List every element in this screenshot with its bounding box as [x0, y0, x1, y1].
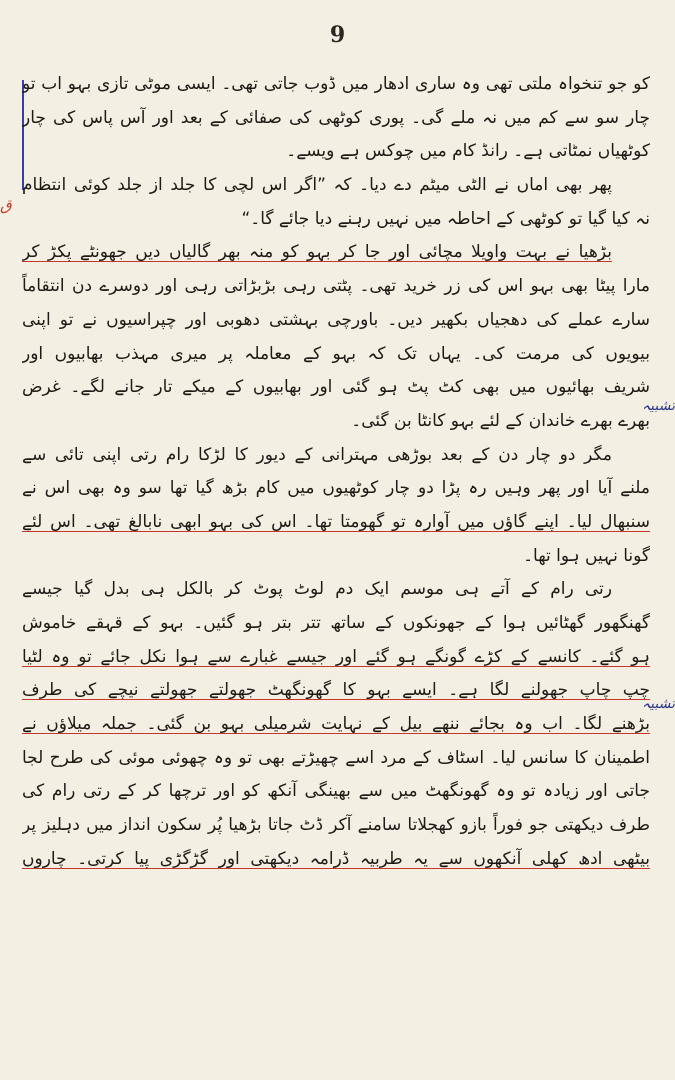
text-line: بیویوں کی مرمت کی۔ یہاں تک کہ بہو کے معاملہ پر میری مہذب بھابیوں اور: [22, 343, 650, 364]
text-line: بھرے بھرے خاندان کے لئے بہو کانٹا بن گئی۔: [351, 410, 650, 431]
text-line: بیٹھی ادھ کھلی آنکھوں سے یہ طربیہ ڈرامہ دیکھتی اور گڑگڑی پیا کرتی۔ چاروں: [22, 848, 650, 869]
text-line: چپ چاپ جھولنے لگا ہے۔ ایسے بہو کا گھونگھٹ جھولتے جھولتے نیچے کی طرف: [22, 680, 650, 701]
page-body-text: [22, 68, 650, 877]
text-line: سارے عملے کی دھجیاں بکھیر دیں۔ باورچی بہشتی دھوبی اور چپراسیوں نے تو اپنی: [22, 309, 650, 330]
text-line: مارا پیٹا بھی بہو اس کی زر خرید تھی۔ پٹتی رہی بڑبڑاتی رہی اور دوسرے دن انتقاماً: [22, 276, 650, 297]
text-line: بڑھیا نے بہت واویلا مچائی اور جا کر بہو کو منہ بھر گالیاں دیں جھونٹے پکڑ کر: [22, 242, 612, 263]
text-line: مگر دو چار دن کے بعد بوڑھی مہترانی کے دیور کا لڑکا رام رتی اپنی تائی سے: [22, 444, 612, 465]
text-line: ملنے آیا اور پھر وہیں رہ پڑا دو چار کوٹھیوں میں کام بڑھ گیا تھا سو وہ بھی اس نے: [22, 478, 650, 499]
text-line: ہو گئے۔ کانسے کے کڑے گونگے ہو گئے اور جیسے غبارے سے ہوا نکل جائے تو وہ لٹیا: [22, 646, 650, 667]
text-line: جاتی اور زیادہ تو وہ گھونگھٹ میں سے بھینگی آنکھ کو اور ترچھا کر کے رتی رام کی: [22, 781, 650, 802]
text-line: طرف دیکھتی جو فوراً بازو کھجلاتا سامنے آکر ڈٹ جاتا بڑھیا پُر سکون انداز میں دہلیز پر: [22, 815, 650, 836]
text-line: کو جو تنخواہ ملتی تھی وہ ساری ادھار میں ڈوب جاتی تھی۔ ایسی موٹی تازی بہو اب تو: [22, 74, 650, 94]
text-line: رتی رام کے آتے ہی موسم ایک دم لوٹ پوٹ کر بالکل ہی بدل گیا جیسے: [22, 579, 612, 600]
margin-note-simile-1: تشبیہ: [641, 398, 675, 414]
text-line: گھنگھور گھٹائیں ہوا کے جھونکوں کے ساتھ تتر بتر ہو گئیں۔ بہو کے قہقے خاموش: [22, 613, 650, 633]
text-line: چار سو سے کم میں نہ ملے گی۔ پوری کوٹھی کی صفائی کے بعد اور آس پاس کی چار: [22, 107, 650, 128]
text-line: بڑھنے لگا۔ اب وہ بجائے ننھے بیل کے نہایت شرمیلی بہو بن گئی۔ جملہ میلاؤں نے: [22, 714, 650, 735]
margin-note-red: ق: [0, 196, 12, 214]
margin-note-simile-2: تشبیہ: [641, 696, 675, 712]
text-line: کوٹھیاں نمٹاتی ہے۔ رانڈ کام میں چوکس ہے ویسے۔: [286, 141, 650, 162]
page-number: 9: [329, 22, 346, 48]
text-line: نہ کیا گیا تو کوٹھی کے احاطہ میں نہیں رہنے دیا جائے گا۔“: [241, 208, 650, 229]
text-line: اطمینان کا سانس لیا۔ اسٹاف کے مرد اسے چھیڑتے بھی تو وہ چھوئی موئی کی طرح لجا: [22, 747, 650, 768]
text-line: شریف بھائیوں میں بھی کٹ پٹ ہو گئی اور بھابیوں کے میکے تار جانے لگے۔ غرض: [22, 377, 650, 398]
text-line: گونا نہیں ہوا تھا۔: [523, 545, 650, 566]
text-line: سنبھال لیا۔ اپنے گاؤں میں آوارہ تو گھومتا تھا۔ اس کی بہو ابھی نابالغ تھی۔ اس لئے: [22, 511, 650, 532]
text-line: پھر بھی اماں نے الٹی میٹم دے دیا۔ کہ ”اگر اس لچی کا جلد از جلد کوئی انتظام: [22, 175, 612, 196]
